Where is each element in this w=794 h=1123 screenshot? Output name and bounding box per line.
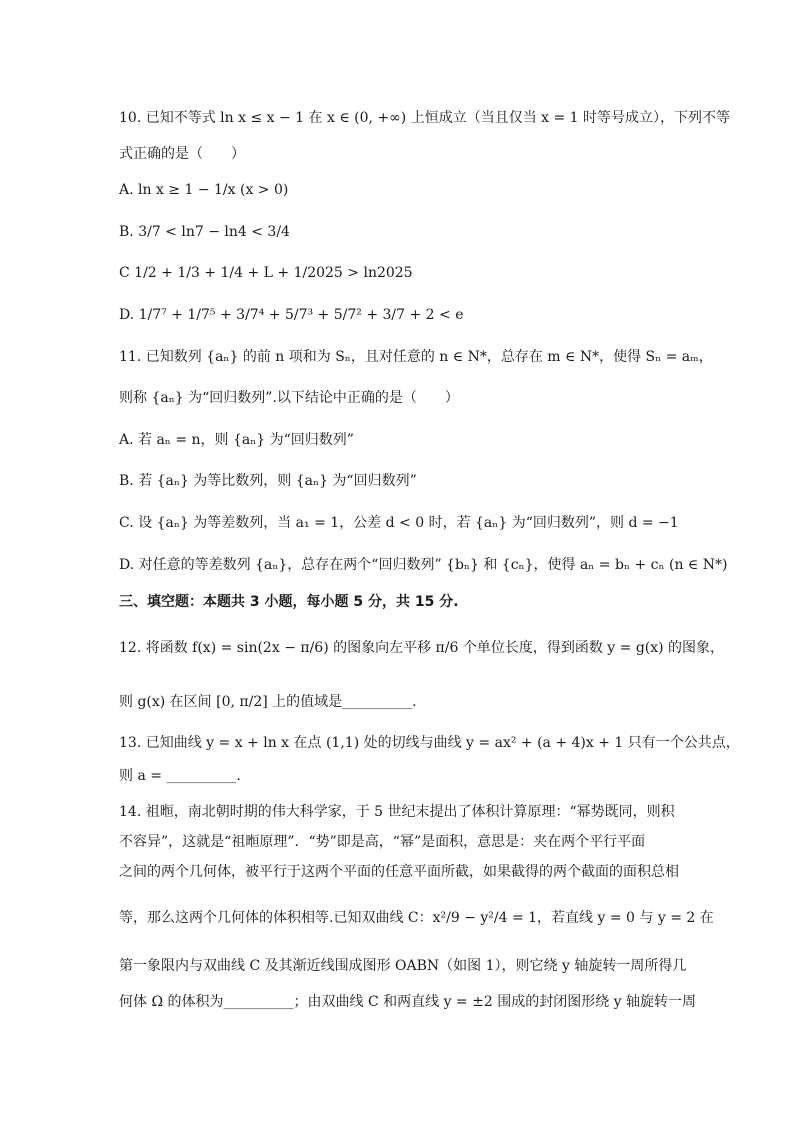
q10-option-c: C 1/2 + 1/3 + 1/4 + L + 1/2025 > ln2025 — [119, 265, 413, 281]
q12-stem-line2: 则 g(x) 在区间 [0, π/2] 上的值域是__________. — [119, 694, 417, 710]
q10-option-b: B. 3/7 < ln7 − ln4 < 3/4 — [119, 224, 290, 240]
q11-option-b: B. 若 {aₙ} 为等比数列，则 {aₙ} 为“回归数列” — [119, 473, 417, 489]
q10-stem-line1: 10. 已知不等式 ln x ≤ x − 1 在 x ∈ (0, +∞) 上恒成立（当且仅当 x = 1 时等号成立），下列不等 — [119, 110, 731, 126]
q14-stem-line6: 何体 Ω 的体积为__________；由双曲线 C 和两直线 y = ±2 围成的封闭图形绕 y 轴旋转一周 — [119, 994, 697, 1010]
q10-stem-line2: 式正确的是（ ） — [119, 146, 245, 162]
q14-stem-line5: 第一象限内与双曲线 C 及其渐近线围成图形 OABN（如图 1），则它绕 y 轴旋转一周所得几 — [119, 958, 687, 974]
q11-option-c: C. 设 {aₙ} 为等差数列，当 a₁ = 1，公差 d < 0 时，若 {aₙ} 为“回归数列”，则 d = −1 — [119, 515, 679, 531]
q11-option-d: D. 对任意的等差数列 {aₙ}，总存在两个“回归数列” {bₙ} 和 {cₙ}，使得 aₙ = bₙ + cₙ (n ∈ N*) — [119, 557, 728, 573]
q14-stem-line3: 之间的两个几何体，被平行于这两个平面的任意平面所截，如果截得的两个截面的面积总相 — [119, 864, 679, 880]
q14-stem-line1: 14. 祖暅，南北朝时期的伟大科学家，于 5 世纪末提出了体积计算原理：“幂势既同，则积 — [119, 804, 675, 820]
section-heading-fill-in: 三、填空题：本题共 3 小题，每小题 5 分，共 15 分. — [119, 594, 459, 610]
q11-stem-line1: 11. 已知数列 {aₙ} 的前 n 项和为 Sₙ，且对任意的 n ∈ N*，总存在 m ∈ N*，使得 Sₙ = aₘ， — [119, 349, 713, 365]
q14-stem-line4: 等，那么这两个几何体的体积相等.已知双曲线 C：x²/9 − y²/4 = 1，若直线 y = 0 与 y = 2 在 — [119, 910, 714, 926]
q10-option-a: A. ln x ≥ 1 − 1/x (x > 0) — [119, 182, 289, 198]
q13-stem-line2: 则 a = __________. — [119, 768, 241, 784]
q10-option-d: D. 1/7⁷ + 1/7⁵ + 3/7⁴ + 5/7³ + 5/7² + 3/7 + 2 < e — [119, 307, 464, 323]
q14-stem-line2: 不容异”，这就是“祖暅原理”．“势”即是高，“幂”是面积，意思是：夹在两个平行平面 — [119, 834, 646, 850]
q13-stem-line1: 13. 已知曲线 y = x + ln x 在点 (1,1) 处的切线与曲线 y = ax² + (a + 4)x + 1 只有一个公共点， — [119, 735, 740, 751]
q11-stem-line2: 则称 {aₙ} 为“回归数列”.以下结论中正确的是（ ） — [119, 390, 459, 406]
q12-stem-line1: 12. 将函数 f(x) = sin(2x − π/6) 的图象向左平移 π/6 个单位长度，得到函数 y = g(x) 的图象， — [119, 640, 725, 656]
q11-option-a: A. 若 aₙ = n，则 {aₙ} 为“回归数列” — [119, 432, 354, 448]
